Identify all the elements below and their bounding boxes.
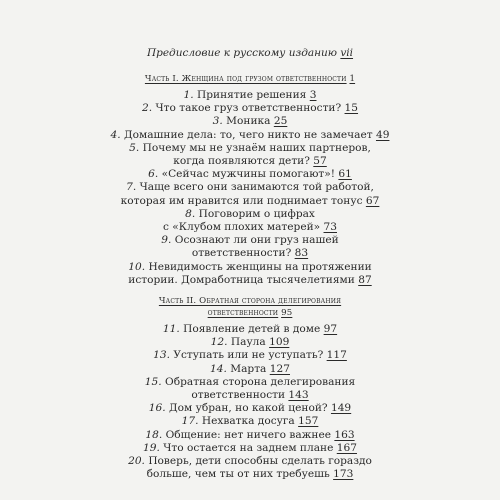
part-title-line1: Часть II. Обратная сторона делегирования xyxy=(158,296,342,307)
toc-entry-line xyxy=(64,323,436,336)
chapter-number: 4. xyxy=(110,128,121,141)
preface-page: vii xyxy=(340,47,354,59)
chapter-number: 16. xyxy=(148,402,166,415)
toc-entry-line xyxy=(64,274,436,287)
toc-entry-line xyxy=(64,195,436,208)
toc-entry-line xyxy=(64,208,436,221)
chapter-page: 149 xyxy=(330,402,352,415)
toc-entry-line xyxy=(64,247,436,260)
chapter-number: 1. xyxy=(183,89,194,101)
chapter-page: 73 xyxy=(323,221,337,234)
chapter-title: Уступать или не уступать? xyxy=(173,349,324,362)
part2-entry-list xyxy=(64,323,436,481)
toc-entry-line xyxy=(64,168,436,181)
toc-entry-line xyxy=(64,261,436,274)
chapter-title: когда появляются дети? xyxy=(173,155,310,168)
chapter-title: которая им нравится или поднимает тонус xyxy=(120,194,363,207)
part-title: Часть I. Женщина под грузом ответственности xyxy=(144,74,347,84)
chapter-title: Общение: нет ничего важнее xyxy=(165,428,331,441)
chapter-number: 5. xyxy=(129,141,140,154)
preface-title: Предисловие к русскому изданию xyxy=(146,47,338,59)
toc-entry-line xyxy=(64,155,436,168)
chapter-number: 20. xyxy=(128,455,145,468)
toc-entry-line xyxy=(64,389,436,402)
chapter-number: 10. xyxy=(128,260,146,273)
chapter-page: 143 xyxy=(288,389,309,402)
chapter-page: 57 xyxy=(313,155,327,168)
toc-entry-line xyxy=(64,89,436,102)
chapter-number: 12. xyxy=(210,336,228,349)
toc-entry-line xyxy=(64,442,436,455)
toc-entry-line xyxy=(64,234,436,247)
chapter-title: Моника xyxy=(226,115,271,128)
part-heading-2 xyxy=(64,295,436,319)
chapter-page: 117 xyxy=(326,349,347,362)
toc-entry-line xyxy=(64,102,436,115)
chapter-page: 49 xyxy=(375,128,390,141)
chapter-page: 15 xyxy=(344,102,359,115)
part-title-line2: ответственности xyxy=(207,308,279,319)
toc-entry-line xyxy=(64,468,436,481)
chapter-page: 67 xyxy=(365,194,380,207)
chapter-title: с «Клубом плохих матерей» xyxy=(163,221,321,234)
chapter-title: Домашние дела: то, чего никто не замечает xyxy=(124,128,373,141)
toc-entry-line xyxy=(64,402,436,415)
toc-entry-line xyxy=(64,349,436,362)
chapter-page: 127 xyxy=(269,362,290,375)
chapter-title: Невидимость женщины на протяжении xyxy=(148,260,372,273)
chapter-number: 18. xyxy=(145,428,163,441)
chapter-page: 157 xyxy=(298,415,319,428)
chapter-page: 87 xyxy=(358,273,372,286)
toc-entry-line xyxy=(64,181,436,194)
chapter-title: Чаще всего они занимаются той работой, xyxy=(139,181,374,194)
chapter-title: Что такое груз ответственности? xyxy=(155,102,342,115)
toc-entry-line xyxy=(64,429,436,442)
chapter-title: Почему мы не узнаём наших партнеров, xyxy=(142,141,371,154)
toc-entry-line xyxy=(64,415,436,428)
chapter-title: ответственности? xyxy=(191,247,292,260)
chapter-page: 163 xyxy=(334,428,355,441)
chapter-title: Принятие решения xyxy=(197,89,307,101)
chapter-page: 109 xyxy=(269,336,290,349)
preface-entry xyxy=(64,46,436,60)
chapter-title: Марта xyxy=(230,362,267,375)
chapter-page: 97 xyxy=(323,323,338,336)
chapter-title: Осознают ли они груз нашей xyxy=(174,234,339,247)
chapter-page: 61 xyxy=(338,168,352,181)
chapter-number: 13. xyxy=(153,349,170,362)
table-of-contents xyxy=(64,46,436,481)
chapter-title: истории. Домработница тысячелетиями xyxy=(128,273,355,286)
chapter-number: 11. xyxy=(162,323,180,336)
toc-entry-line xyxy=(64,115,436,128)
chapter-title: Поговорим о цифрах xyxy=(198,207,315,220)
toc-entry-line xyxy=(64,129,436,142)
toc-entry-line xyxy=(64,142,436,155)
chapter-title: Нехватка досуга xyxy=(201,415,295,428)
chapter-title: Обратная сторона делегирования xyxy=(165,375,356,388)
chapter-page: 173 xyxy=(333,468,354,481)
chapter-title: больше, чем ты от них требуешь xyxy=(146,468,330,481)
chapter-number: 7. xyxy=(126,181,137,194)
toc-entry-line xyxy=(64,363,436,376)
part1-entry-list xyxy=(64,89,436,287)
chapter-number: 6. xyxy=(148,168,159,181)
chapter-number: 8. xyxy=(185,207,196,220)
chapter-page: 167 xyxy=(336,441,357,454)
chapter-number: 14. xyxy=(210,362,227,375)
part-page: 1 xyxy=(349,74,356,84)
chapter-title: Паула xyxy=(230,336,266,349)
chapter-title: Что остается на заднем плане xyxy=(163,441,334,454)
toc-entry-line xyxy=(64,221,436,234)
chapter-title: «Сейчас мужчины помогают»! xyxy=(161,168,336,181)
chapter-number: 19. xyxy=(143,441,160,454)
chapter-number: 2. xyxy=(141,102,153,115)
part-heading-1 xyxy=(64,73,436,85)
chapter-title: Поверь, дети способны сделать гораздо xyxy=(148,455,372,468)
chapter-title: Дом убран, но какой ценой? xyxy=(169,402,328,415)
chapter-title: Появление детей в доме xyxy=(183,323,321,336)
chapter-title: ответственности xyxy=(191,389,286,402)
toc-entry-line xyxy=(64,455,436,468)
toc-entry-line xyxy=(64,376,436,389)
chapter-number: 9. xyxy=(161,234,172,247)
toc-entry-line xyxy=(64,336,436,349)
part-page: 95 xyxy=(281,308,293,319)
chapter-page: 25 xyxy=(273,115,288,128)
chapter-page: 3 xyxy=(309,89,317,101)
chapter-page: 83 xyxy=(294,247,309,260)
chapter-number: 3. xyxy=(212,115,223,128)
chapter-number: 15. xyxy=(144,375,162,388)
chapter-number: 17. xyxy=(181,415,199,428)
